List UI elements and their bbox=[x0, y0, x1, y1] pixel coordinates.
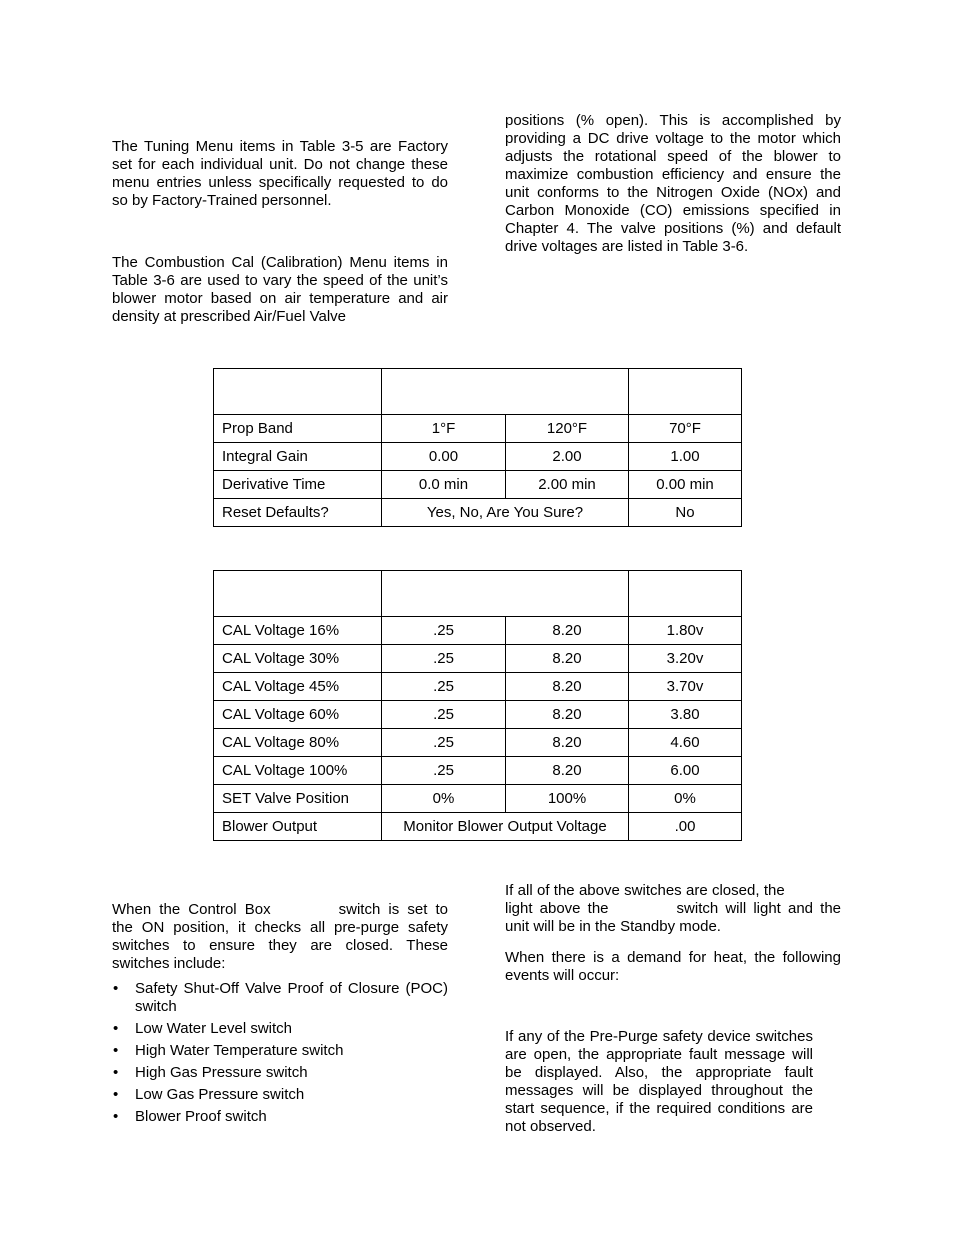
menu-item-name: Blower Output bbox=[214, 813, 382, 841]
minimum-value: .25 bbox=[382, 701, 506, 729]
default-value: 0.00 min bbox=[629, 471, 742, 499]
default-value: 0% bbox=[629, 785, 742, 813]
menu-item-name: CAL Voltage 45% bbox=[214, 673, 382, 701]
tuning-menu-paragraph: The Tuning Menu items in Table 3-5 are Factory set for each individual unit. Do not change these menu entries unless specifically requested to do so by Factory-Trained personnel. bbox=[112, 138, 448, 209]
header-cell bbox=[629, 571, 742, 617]
maximum-value: 100% bbox=[506, 785, 629, 813]
menu-item-name: CAL Voltage 60% bbox=[214, 701, 382, 729]
minimum-value: .25 bbox=[382, 757, 506, 785]
standby-text-end: switch will light and the unit will be in the Standby mode. bbox=[505, 900, 841, 935]
minimum-value: .25 bbox=[382, 645, 506, 673]
minimum-value: .25 bbox=[382, 673, 506, 701]
header-cell bbox=[506, 369, 629, 415]
menu-item-name: CAL Voltage 80% bbox=[214, 729, 382, 757]
combustion-cal-continued-paragraph: positions (% open). This is accomplished by providing a DC drive voltage to the motor which adjusts the rotational speed of the blower to maximize combustion efficiency and ensure the unit conforms to the Nitrogen Oxide (NOx) and Carbon Monoxide (CO) emissions specified in Chapter 4. The valve positions (%) and default drive voltages are listed in Table 3-6. bbox=[505, 112, 841, 255]
combustion-cal-paragraph: The Combustion Cal (Calibration) Menu items in Table 3-6 are used to vary the speed of the unit’s blower motor based on air temperature and air density at prescribed Air/Fuel Valve bbox=[112, 254, 448, 325]
header-cell bbox=[506, 571, 629, 617]
default-value: 3.80 bbox=[629, 701, 742, 729]
list-item: • Low Gas Pressure switch bbox=[112, 1086, 448, 1104]
table-row bbox=[214, 499, 742, 527]
maximum-value: 8.20 bbox=[506, 645, 629, 673]
default-value: 70°F bbox=[629, 415, 742, 443]
default-value: 4.60 bbox=[629, 729, 742, 757]
header-cell bbox=[629, 369, 742, 415]
minimum-value: 0.0 min bbox=[382, 471, 506, 499]
maximum-value: 8.20 bbox=[506, 617, 629, 645]
table-row bbox=[214, 729, 742, 757]
table-row bbox=[214, 701, 742, 729]
menu-item-name: CAL Voltage 30% bbox=[214, 645, 382, 673]
header-cell bbox=[382, 369, 506, 415]
maximum-value: 8.20 bbox=[506, 673, 629, 701]
header-cell bbox=[382, 571, 506, 617]
maximum-value: 2.00 min bbox=[506, 471, 629, 499]
list-item: • Safety Shut-Off Valve Proof of Closure (POC) switch bbox=[112, 980, 448, 1016]
tuning-menu-table bbox=[213, 368, 742, 527]
table-row bbox=[214, 813, 742, 841]
maximum-value: 120°F bbox=[506, 415, 629, 443]
maximum-value: 8.20 bbox=[506, 757, 629, 785]
range-value: Yes, No, Are You Sure? bbox=[382, 499, 629, 527]
table-row bbox=[214, 757, 742, 785]
menu-item-name: Prop Band bbox=[214, 415, 382, 443]
default-value: 1.80v bbox=[629, 617, 742, 645]
menu-item-name: CAL Voltage 16% bbox=[214, 617, 382, 645]
control-box-text-start: When the Control Box bbox=[112, 901, 271, 918]
heat-demand-paragraph: When there is a demand for heat, the following events will occur: bbox=[505, 949, 841, 984]
minimum-value: 0.00 bbox=[382, 443, 506, 471]
table-row bbox=[214, 415, 742, 443]
menu-item-name: Integral Gain bbox=[214, 443, 382, 471]
minimum-value: .25 bbox=[382, 729, 506, 757]
maximum-value: 2.00 bbox=[506, 443, 629, 471]
menu-item-name: Reset Defaults? bbox=[214, 499, 382, 527]
standby-text-middle: light above the bbox=[505, 900, 609, 917]
default-value: .00 bbox=[629, 813, 742, 841]
table-row bbox=[214, 617, 742, 645]
combustion-cal-table bbox=[213, 570, 742, 841]
list-item: • Low Water Level switch bbox=[112, 1020, 448, 1038]
table-row bbox=[214, 673, 742, 701]
control-box-text-end: switch is set to the ON position, it checks all pre-purge safety switches to ensure they are closed. These switches include: bbox=[112, 901, 448, 972]
table-row bbox=[214, 785, 742, 813]
default-value: 1.00 bbox=[629, 443, 742, 471]
default-value: 6.00 bbox=[629, 757, 742, 785]
header-cell bbox=[214, 369, 382, 415]
pre-purge-fault-paragraph: If any of the Pre-Purge safety device switches are open, the appropriate fault message will be displayed. Also, the appropriate fault messages will be displayed throughout the start sequence, if the required conditions are not observed. bbox=[505, 1028, 813, 1135]
table-header-row bbox=[214, 571, 742, 617]
default-value: No bbox=[629, 499, 742, 527]
list-item: • High Water Temperature switch bbox=[112, 1042, 448, 1060]
maximum-value: 8.20 bbox=[506, 729, 629, 757]
menu-item-name: Derivative Time bbox=[214, 471, 382, 499]
table-row bbox=[214, 645, 742, 673]
standby-paragraph bbox=[505, 882, 841, 936]
list-item: • High Gas Pressure switch bbox=[112, 1064, 448, 1082]
default-value: 3.70v bbox=[629, 673, 742, 701]
minimum-value: .25 bbox=[382, 617, 506, 645]
menu-item-name: SET Valve Position bbox=[214, 785, 382, 813]
minimum-value: 0% bbox=[382, 785, 506, 813]
minimum-value: 1°F bbox=[382, 415, 506, 443]
table-row bbox=[214, 443, 742, 471]
safety-switch-list bbox=[112, 980, 448, 1130]
table-header-row bbox=[214, 369, 742, 415]
control-box-paragraph bbox=[112, 901, 448, 973]
range-value: Monitor Blower Output Voltage bbox=[382, 813, 629, 841]
default-value: 3.20v bbox=[629, 645, 742, 673]
table-row bbox=[214, 471, 742, 499]
maximum-value: 8.20 bbox=[506, 701, 629, 729]
standby-text-start: If all of the above switches are closed, the bbox=[505, 882, 785, 899]
list-item: • Blower Proof switch bbox=[112, 1108, 448, 1126]
menu-item-name: CAL Voltage 100% bbox=[214, 757, 382, 785]
header-cell bbox=[214, 571, 382, 617]
